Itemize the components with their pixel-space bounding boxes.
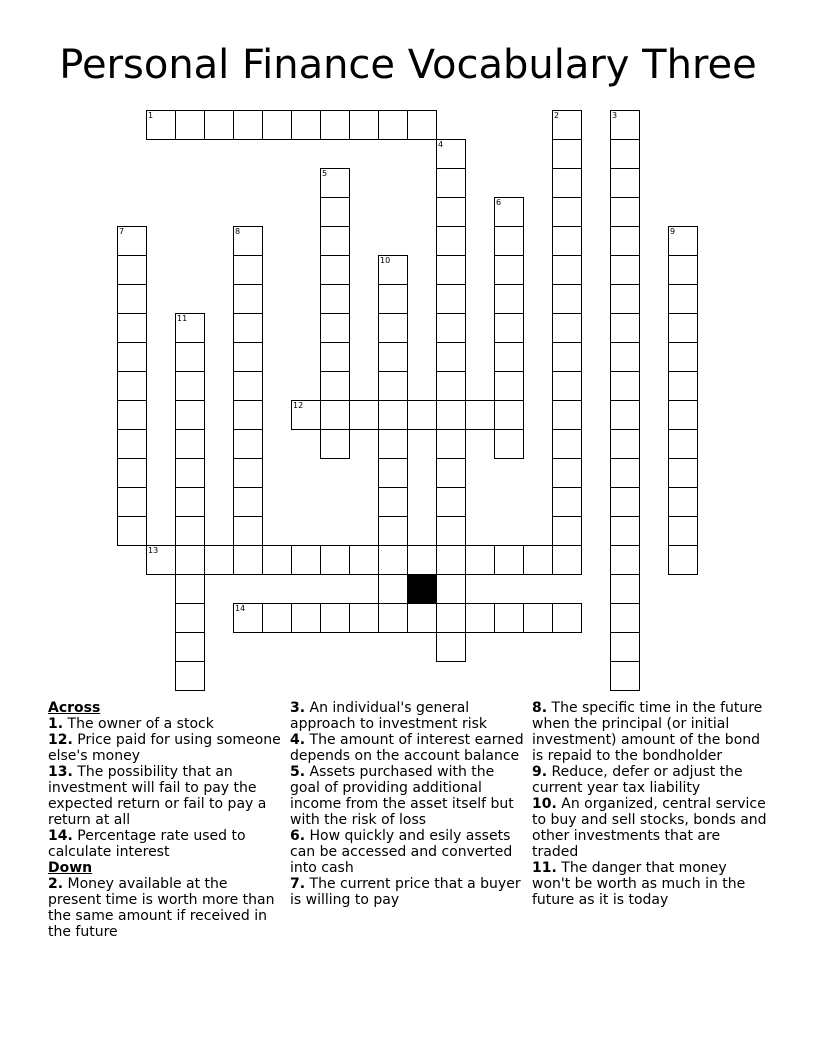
grid-cell[interactable] (552, 458, 582, 488)
grid-cell[interactable] (349, 603, 379, 633)
clue-down-7: 7. The current price that a buyer is willing to pay (290, 876, 521, 908)
grid-cell[interactable] (610, 516, 640, 546)
grid-cell[interactable] (436, 574, 466, 604)
grid-cell[interactable] (233, 458, 263, 488)
clue-number: 11 (177, 314, 188, 323)
grid-cell[interactable] (523, 603, 553, 633)
clue-across-1: 1. The owner of a stock (48, 716, 214, 732)
grid-cell[interactable] (262, 603, 292, 633)
grid-cell[interactable] (668, 516, 698, 546)
grid-cell[interactable] (262, 545, 292, 575)
grid-cell[interactable] (552, 226, 582, 256)
grid-cell[interactable] (233, 429, 263, 459)
grid-cell[interactable] (175, 400, 205, 430)
grid-cell[interactable] (407, 400, 437, 430)
grid-cell[interactable] (436, 458, 466, 488)
grid-cell[interactable] (233, 487, 263, 517)
puzzle-title: Personal Finance Vocabulary Three (59, 42, 757, 88)
grid-cell[interactable] (175, 516, 205, 546)
grid-cell[interactable] (233, 342, 263, 372)
grid-cell[interactable] (175, 661, 205, 691)
grid-cell[interactable] (494, 342, 524, 372)
grid-cell[interactable] (378, 313, 408, 343)
grid-cell[interactable] (668, 371, 698, 401)
clue-down-6: 6. How quickly and esily assets can be accessed and converted into cash (290, 828, 513, 876)
grid-cell[interactable] (552, 400, 582, 430)
grid-cell[interactable] (117, 458, 147, 488)
grid-cell[interactable] (494, 371, 524, 401)
clue-across-14: 14. Percentage rate used to calculate interest (48, 828, 246, 860)
grid-cell[interactable] (117, 284, 147, 314)
grid-cell[interactable] (610, 342, 640, 372)
grid-cell[interactable] (668, 458, 698, 488)
grid-cell[interactable] (204, 545, 234, 575)
grid-cell[interactable] (436, 371, 466, 401)
grid-cell[interactable] (146, 110, 176, 140)
grid-cell[interactable] (523, 545, 553, 575)
grid-cell[interactable] (668, 313, 698, 343)
clue-number: 7 (119, 227, 125, 236)
grid-cell[interactable] (494, 226, 524, 256)
grid-cell[interactable] (436, 284, 466, 314)
grid-cell[interactable] (494, 313, 524, 343)
grid-cell[interactable] (117, 255, 147, 285)
grid-cell[interactable] (378, 429, 408, 459)
clue-number: 13 (148, 546, 159, 555)
grid-cell[interactable] (436, 226, 466, 256)
grid-cell[interactable] (552, 313, 582, 343)
grid-cell[interactable] (407, 603, 437, 633)
grid-cell[interactable] (175, 429, 205, 459)
grid-cell[interactable] (552, 516, 582, 546)
clue-number: 1 (148, 111, 154, 120)
grid-cell[interactable] (407, 545, 437, 575)
grid-cell[interactable] (320, 284, 350, 314)
clue-number: 10 (380, 256, 391, 265)
grid-cell[interactable] (117, 342, 147, 372)
clue-number: 6 (496, 198, 502, 207)
clue-across-13: 13. The possibility that an investment will fail to pay the expected return or fail to pay a return at all (48, 764, 267, 828)
grid-cell[interactable] (436, 197, 466, 227)
grid-cell[interactable] (668, 400, 698, 430)
grid-cell[interactable] (233, 255, 263, 285)
grid-cell[interactable] (610, 458, 640, 488)
grid-cell[interactable] (378, 574, 408, 604)
grid-cell[interactable] (436, 632, 466, 662)
grid-cell[interactable] (291, 603, 321, 633)
clue-down-11: 11. The danger that money won't be worth as much in the future as it is today (532, 860, 746, 908)
grid-cell[interactable] (349, 400, 379, 430)
grid-cell[interactable] (610, 400, 640, 430)
grid-cell[interactable] (552, 429, 582, 459)
clues-column-3 (532, 700, 768, 908)
clue-number: 14 (235, 604, 246, 613)
clue-down-8: 8. The specific time in the future when the principal (or initial investment) amount of the bond is repaid to the bondholder (532, 700, 763, 764)
grid-cell[interactable] (465, 545, 495, 575)
grid-cell[interactable] (610, 197, 640, 227)
clue-down-5: 5. Assets purchased with the goal of providing additional income from the asset itself but with the risk of loss (290, 764, 514, 828)
grid-cell[interactable] (436, 139, 466, 169)
clue-down-9: 9. Reduce, defer or adjust the current year tax liability (532, 764, 743, 796)
grid-cell[interactable] (349, 545, 379, 575)
clue-number: 4 (438, 140, 444, 149)
clue-down-2: 2. Money available at the present time is worth more than the same amount if received in the future (48, 876, 275, 940)
grid-cell[interactable] (146, 545, 176, 575)
grid-cell[interactable] (117, 400, 147, 430)
grid-cell[interactable] (610, 255, 640, 285)
grid-cell[interactable] (610, 313, 640, 343)
grid-cell[interactable] (204, 110, 234, 140)
grid-cell[interactable] (494, 429, 524, 459)
grid-cell[interactable] (552, 487, 582, 517)
grid-cell[interactable] (494, 603, 524, 633)
grid-cell[interactable] (610, 574, 640, 604)
grid-cell[interactable] (610, 139, 640, 169)
grid-cell[interactable] (320, 342, 350, 372)
grid-cell[interactable] (291, 110, 321, 140)
grid-cell[interactable] (117, 429, 147, 459)
grid-cell[interactable] (436, 516, 466, 546)
grid-cell[interactable] (436, 545, 466, 575)
grid-cell[interactable] (436, 255, 466, 285)
grid-cell[interactable] (117, 371, 147, 401)
clue-number: 12 (293, 401, 304, 410)
grid-cell[interactable] (175, 110, 205, 140)
grid-cell[interactable] (117, 313, 147, 343)
grid-cell[interactable] (610, 226, 640, 256)
grid-cell[interactable] (436, 342, 466, 372)
grid-cell[interactable] (668, 545, 698, 575)
down-heading: Down (48, 860, 93, 876)
across-heading: Across (48, 700, 101, 716)
grid-cell[interactable] (320, 313, 350, 343)
grid-cell[interactable] (610, 168, 640, 198)
grid-cell[interactable] (378, 342, 408, 372)
grid-cell[interactable] (233, 226, 263, 256)
grid-cell[interactable] (610, 603, 640, 633)
grid-cell[interactable] (175, 313, 205, 343)
grid-cell[interactable] (291, 545, 321, 575)
grid-cell[interactable] (378, 545, 408, 575)
grid-cell[interactable] (494, 545, 524, 575)
grid-cell[interactable] (262, 110, 292, 140)
grid-cell[interactable] (668, 342, 698, 372)
grid-cell[interactable] (494, 197, 524, 227)
clue-number: 5 (322, 169, 328, 178)
grid-cell[interactable] (494, 284, 524, 314)
grid-cell[interactable] (175, 487, 205, 517)
grid-cell[interactable] (436, 487, 466, 517)
grid-cell[interactable] (233, 545, 263, 575)
grid-cell[interactable] (378, 371, 408, 401)
grid-cell[interactable] (668, 429, 698, 459)
grid-cell[interactable] (552, 545, 582, 575)
grid-cell[interactable] (320, 371, 350, 401)
grid-cell[interactable] (233, 284, 263, 314)
grid-cell[interactable] (378, 110, 408, 140)
grid-cell[interactable] (320, 226, 350, 256)
grid-cell[interactable] (552, 110, 582, 140)
grid-cell[interactable] (349, 110, 379, 140)
grid-cell[interactable] (233, 313, 263, 343)
grid-cell[interactable] (117, 226, 147, 256)
grid-cell[interactable] (436, 400, 466, 430)
grid-cell[interactable] (610, 284, 640, 314)
grid-cell[interactable] (552, 197, 582, 227)
grid-cell[interactable] (320, 545, 350, 575)
grid-cell[interactable] (552, 255, 582, 285)
grid-cell[interactable] (320, 603, 350, 633)
clue-number: 2 (554, 111, 560, 120)
grid-cell[interactable] (175, 632, 205, 662)
grid-cell[interactable] (494, 255, 524, 285)
black-cell (407, 574, 437, 604)
grid-cell[interactable] (233, 400, 263, 430)
grid-cell[interactable] (320, 197, 350, 227)
grid-cell[interactable] (378, 516, 408, 546)
grid-cell[interactable] (436, 313, 466, 343)
grid-cell[interactable] (436, 603, 466, 633)
clue-number: 9 (670, 227, 676, 236)
clue-down-4: 4. The amount of interest earned depends on the account balance (290, 732, 524, 764)
grid-cell[interactable] (668, 487, 698, 517)
grid-cell[interactable] (233, 603, 263, 633)
grid-cell[interactable] (320, 255, 350, 285)
grid-cell[interactable] (610, 371, 640, 401)
clue-number: 3 (612, 111, 618, 120)
grid-cell[interactable] (552, 371, 582, 401)
grid-cell[interactable] (436, 168, 466, 198)
grid-cell[interactable] (552, 284, 582, 314)
grid-cell[interactable] (175, 371, 205, 401)
grid-cell[interactable] (233, 371, 263, 401)
grid-cell[interactable] (552, 342, 582, 372)
grid-cell[interactable] (436, 429, 466, 459)
grid-cell[interactable] (552, 603, 582, 633)
grid-cell[interactable] (175, 458, 205, 488)
grid-cell[interactable] (668, 226, 698, 256)
grid-cell[interactable] (610, 545, 640, 575)
grid-cell[interactable] (117, 487, 147, 517)
grid-cell[interactable] (668, 255, 698, 285)
grid-cell[interactable] (465, 603, 495, 633)
grid-cell[interactable] (320, 110, 350, 140)
grid-cell[interactable] (233, 110, 263, 140)
grid-cell[interactable] (610, 110, 640, 140)
clues-column-2 (290, 700, 526, 908)
grid-cell[interactable] (668, 284, 698, 314)
clue-down-3: 3. An individual's general approach to investment risk (290, 700, 488, 732)
grid-cell[interactable] (378, 487, 408, 517)
grid-cell[interactable] (378, 458, 408, 488)
grid-cell[interactable] (320, 168, 350, 198)
grid-cell[interactable] (610, 632, 640, 662)
grid-cell[interactable] (610, 487, 640, 517)
grid-cell[interactable] (117, 516, 147, 546)
grid-cell[interactable] (378, 603, 408, 633)
grid-cell[interactable] (494, 400, 524, 430)
grid-cell[interactable] (552, 168, 582, 198)
grid-cell[interactable] (233, 516, 263, 546)
grid-cell[interactable] (175, 545, 205, 575)
grid-cell[interactable] (378, 255, 408, 285)
grid-cell[interactable] (407, 110, 437, 140)
grid-cell[interactable] (320, 400, 350, 430)
grid-cell[interactable] (610, 661, 640, 691)
grid-cell[interactable] (175, 342, 205, 372)
grid-cell[interactable] (175, 574, 205, 604)
grid-cell[interactable] (610, 429, 640, 459)
grid-cell[interactable] (378, 284, 408, 314)
grid-cell[interactable] (378, 400, 408, 430)
clue-down-10: 10. An organized, central service to buy and sell stocks, bonds and other investments that are traded (532, 796, 767, 860)
grid-cell[interactable] (175, 603, 205, 633)
grid-cell[interactable] (291, 400, 321, 430)
clue-number: 8 (235, 227, 241, 236)
grid-cell[interactable] (552, 139, 582, 169)
clues-column-1 (48, 700, 284, 940)
grid-cell[interactable] (320, 429, 350, 459)
grid-cell[interactable] (465, 400, 495, 430)
clue-across-12: 12. Price paid for using someone else's money (48, 732, 281, 764)
